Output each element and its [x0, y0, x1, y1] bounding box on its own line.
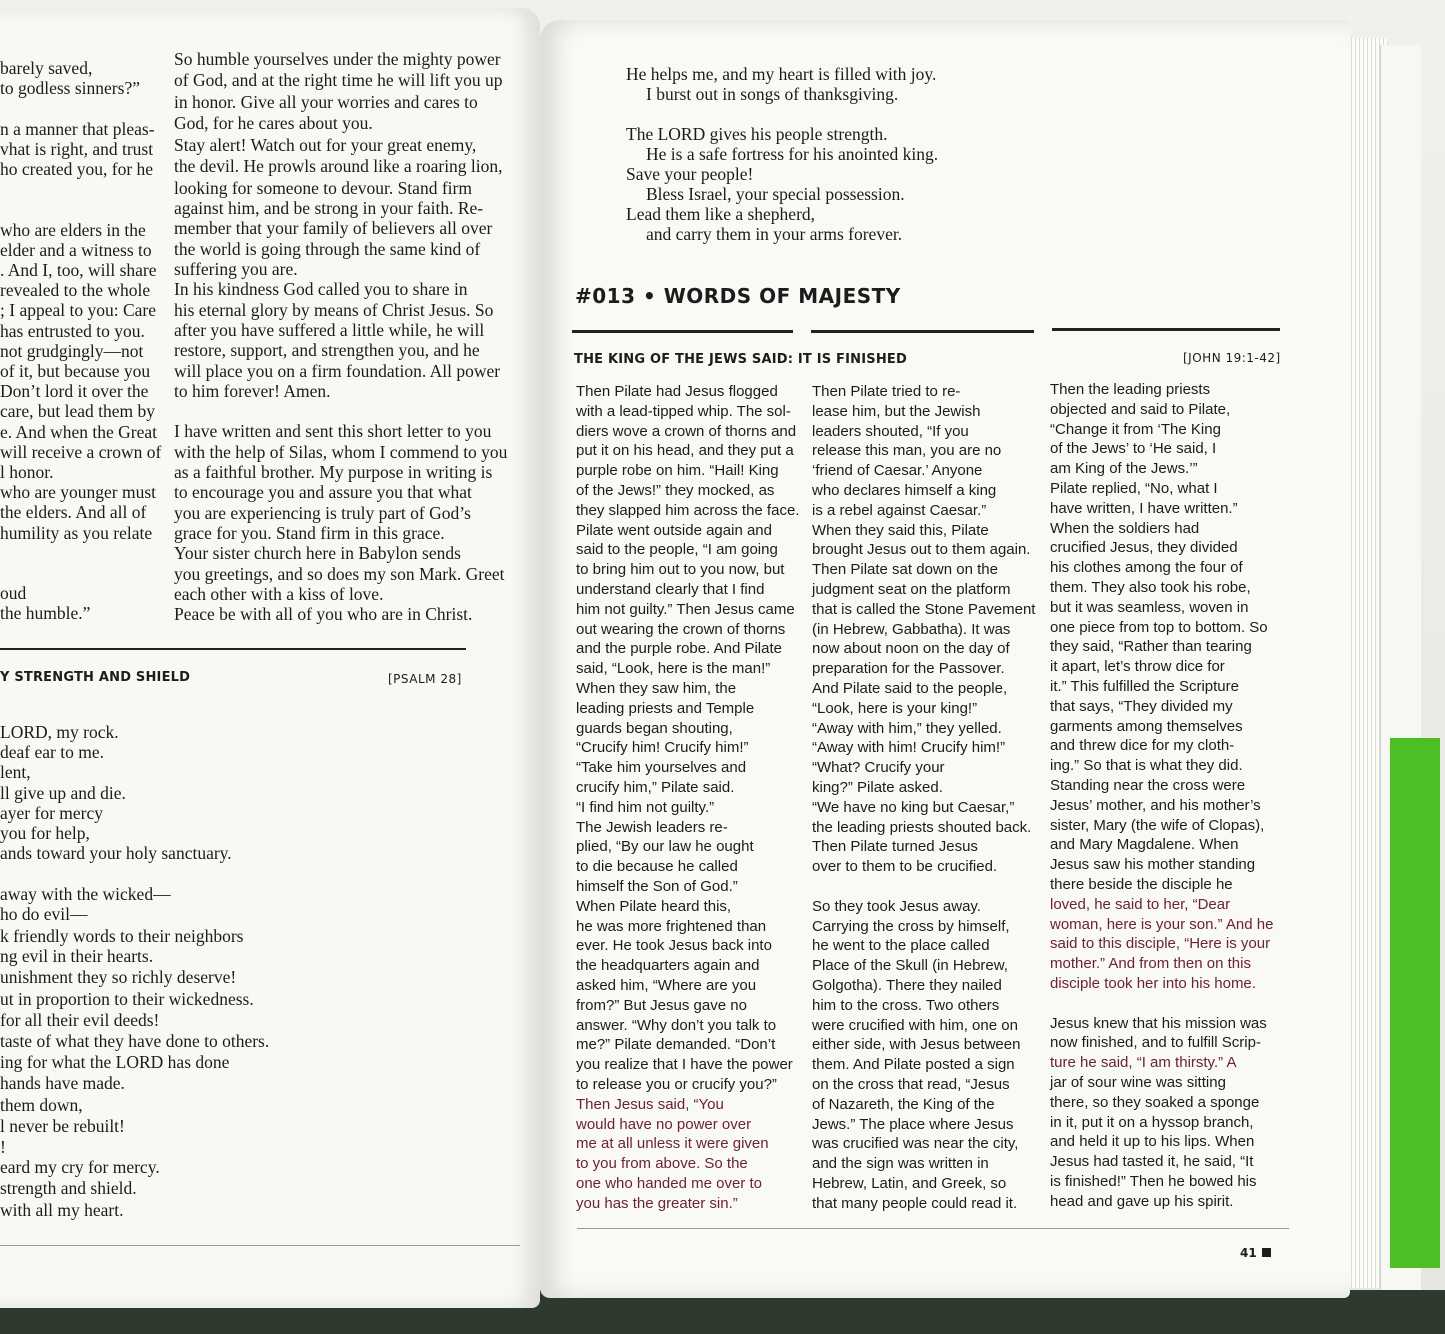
- text-line: and held it up to his lips. When: [1050, 1133, 1255, 1151]
- text-line: Don’t lord it over the: [0, 381, 149, 402]
- text-line: Place of the Skull (in Hebrew,: [812, 957, 1008, 975]
- text-line: He helps me, and my heart is filled with joy.: [626, 64, 937, 84]
- text-line: would have no power over: [576, 1115, 752, 1133]
- text-line: is finished!” Then he bowed his: [1050, 1173, 1257, 1190]
- psalm-rule: [0, 648, 466, 650]
- text-line: said to this disciple, “Here is your: [1050, 935, 1271, 953]
- text-line: to you from above. So the: [576, 1155, 748, 1173]
- text-line: disciple took her into his home.: [1050, 975, 1256, 992]
- page-number: [1240, 1246, 1271, 1260]
- text-line: you has the greater sin.”: [576, 1194, 738, 1212]
- text-line: “I find him not guilty.”: [576, 798, 715, 816]
- text-line: n a manner that pleas-: [0, 118, 155, 139]
- text-line: Jesus knew that his mission was: [1050, 1014, 1267, 1032]
- text-line: “What? Crucify your: [812, 759, 945, 777]
- reading-subheading: THE KING OF THE JEWS SAID: IT IS FINISHED: [574, 352, 907, 367]
- text-line: has entrusted to you.: [0, 320, 145, 341]
- text-line: God, for he cares about you.: [174, 113, 373, 134]
- text-line: Jesus’ mother, and his mother’s: [1050, 796, 1261, 814]
- text-line: him not guilty.” Then Jesus came: [576, 600, 795, 618]
- text-line: Pilate replied, “No, what I: [1050, 480, 1218, 497]
- text-line: humility as you relate: [0, 522, 153, 543]
- text-line: ing for what the LORD has done: [0, 1052, 230, 1073]
- text-line: is a rebel against Caesar.”: [812, 501, 987, 519]
- text-line: that many people could read it.: [812, 1194, 1018, 1212]
- text-line: to bring him out to you now, but: [576, 561, 785, 579]
- text-line: So humble yourselves under the mighty power: [174, 48, 501, 69]
- text-line: who are younger must: [0, 482, 157, 503]
- text-line: sister, Mary (the wife of Clopas),: [1050, 816, 1265, 834]
- text-line: who are elders in the: [0, 219, 146, 240]
- text-line: plied, “By our law he ought: [576, 838, 754, 856]
- text-line: preparation for the Passover.: [812, 660, 1005, 678]
- text-line: that is called the Stone Pavement: [812, 600, 1036, 618]
- text-line: Carrying the cross by himself,: [812, 917, 1010, 935]
- text-line: they slapped him across the face.: [576, 501, 800, 519]
- text-line: “We have no king but Caesar,”: [812, 798, 1015, 816]
- text-line: Then Jesus said, “You: [576, 1095, 724, 1113]
- text-line: brought Jesus out to them again.: [812, 541, 1031, 559]
- text-line: he was more frightened than: [576, 917, 767, 935]
- title-rule-1: [572, 330, 793, 333]
- text-line: asked him, “Where are you: [576, 977, 757, 994]
- text-line: the devil. He prowls around like a roaring lion,: [174, 156, 503, 177]
- text-line: Bless Israel, your special possession.: [646, 184, 905, 204]
- text-line: e. And when the Great: [0, 421, 157, 442]
- text-line: ture he said, “I am thirsty.” A: [1050, 1054, 1237, 1072]
- text-line: release this man, you are no: [812, 442, 1002, 460]
- psalm-reference: [PSALM 28]: [388, 672, 462, 686]
- text-line: “Away with him! Crucify him!”: [812, 739, 1006, 757]
- page-marker-icon: [1262, 1248, 1271, 1257]
- text-line: care, but lead them by: [0, 401, 156, 422]
- left-page: [0, 8, 540, 1308]
- text-line: barely saved,: [0, 58, 93, 78]
- text-line: away with the wicked—: [0, 883, 171, 904]
- text-line: you greetings, and so does my son Mark. Greet: [174, 563, 505, 584]
- text-line: “Away with him,” they yelled.: [812, 719, 1002, 737]
- text-line: ands toward your holy sanctuary.: [0, 843, 232, 864]
- text-line: Save your people!: [626, 164, 754, 184]
- text-line: “Look, here is your king!”: [812, 699, 978, 717]
- text-line: And Pilate said to the people,: [812, 680, 1008, 697]
- text-line: Golgotha). There they nailed: [812, 977, 1002, 994]
- text-line: of Nazareth, the King of the: [812, 1095, 995, 1113]
- text-line: vhat is right, and trust: [0, 138, 154, 159]
- text-line: have written, I have written.”: [1050, 499, 1238, 517]
- cover-green-band: [1390, 738, 1440, 1268]
- text-line: !: [0, 1137, 6, 1157]
- text-line: ing.” So that is what they did.: [1050, 757, 1243, 775]
- text-line: said, “Look, here is the man!”: [576, 660, 771, 678]
- text-line: ng evil in their hearts.: [0, 946, 154, 967]
- text-line: lease him, but the Jewish: [812, 402, 981, 420]
- psalm-heading: Y STRENGTH AND SHIELD: [0, 670, 191, 685]
- text-line: In his kindness God called you to share in: [174, 279, 468, 300]
- text-line: Lead them like a shepherd,: [626, 204, 816, 224]
- text-line: his eternal glory by means of Christ Jesus. So: [174, 299, 494, 320]
- text-line: to release you or crucify you?”: [576, 1076, 777, 1093]
- text-line: was crucified was near the city,: [812, 1135, 1019, 1153]
- text-line: guards began shouting,: [576, 719, 733, 737]
- text-line: against him, and be strong in your faith. Re-: [174, 198, 484, 219]
- text-line: The LORD gives his people strength.: [626, 124, 888, 144]
- text-line: ho created you, for he: [0, 159, 154, 179]
- text-line: When the soldiers had: [1050, 519, 1200, 537]
- text-line: grace for you. Stand firm in this grace.: [174, 522, 445, 543]
- text-line: from?” But Jesus gave no: [576, 996, 747, 1014]
- text-line: “Take him yourselves and: [576, 759, 747, 777]
- text-line: them down,: [0, 1094, 83, 1115]
- text-line: and carry them in your arms forever.: [646, 224, 903, 244]
- text-line: woman, here is your son.” And he: [1050, 915, 1274, 933]
- right-page: [540, 20, 1350, 1298]
- text-line: either side, with Jesus between: [812, 1036, 1021, 1054]
- text-line: ever. He took Jesus back into: [576, 937, 772, 955]
- text-line: after you have suffered a little while, he will: [174, 319, 485, 340]
- text-line: leaders shouted, “If you: [812, 422, 969, 440]
- text-line: judgment seat on the platform: [812, 581, 1011, 598]
- text-line: there, so they soaked a sponge: [1050, 1093, 1260, 1111]
- text-line: (in Hebrew, Gabbatha). It was: [812, 620, 1011, 638]
- text-line: Then Pilate sat down on the: [812, 561, 998, 579]
- text-line: of it, but because you: [0, 361, 151, 381]
- text-line: to encourage you and assure you that what: [174, 482, 472, 503]
- text-line: but it was seamless, woven in: [1050, 598, 1249, 616]
- text-line: me at all unless it were given: [576, 1135, 769, 1153]
- text-line: king?” Pilate asked.: [812, 779, 943, 796]
- text-line: to godless sinners?”: [0, 78, 140, 99]
- text-line: The Jewish leaders re-: [576, 818, 728, 836]
- title-rule-3: [1052, 328, 1280, 331]
- text-line: head and gave up his spirit.: [1050, 1192, 1234, 1210]
- text-line: I burst out in songs of thanksgiving.: [646, 84, 899, 104]
- text-line: the world is going through the same kind of: [174, 238, 481, 259]
- text-line: in honor. Give all your worries and cares to: [174, 91, 478, 112]
- text-line: his clothes among the four of: [1050, 559, 1243, 577]
- text-line: He is a safe fortress for his anointed king.: [646, 144, 939, 164]
- text-line: the elders. And all of: [0, 502, 147, 523]
- text-line: of the Jews’ to ‘He said, I: [1050, 440, 1217, 458]
- text-line: him to the cross. Two others: [812, 996, 1000, 1014]
- text-line: ll give up and die.: [0, 782, 126, 803]
- text-line: oud: [0, 583, 27, 604]
- text-line: . And I, too, will share: [0, 260, 157, 280]
- text-line: deaf ear to me.: [0, 742, 104, 763]
- text-line: LORD, my rock.: [0, 722, 119, 742]
- text-line: said to the people, “I am going: [576, 541, 778, 559]
- text-line: on the cross that read, “Jesus: [812, 1076, 1010, 1093]
- text-line: ‘friend of Caesar.’ Anyone: [812, 462, 983, 480]
- text-line: mother.” And from then on this: [1050, 955, 1251, 973]
- text-line: ho do evil—: [0, 903, 88, 924]
- text-line: am King of the Jews.’”: [1050, 460, 1198, 478]
- text-line: purple robe on him. “Hail! King: [576, 462, 779, 480]
- text-line: out wearing the crown of thorns: [576, 620, 786, 638]
- text-line: the humble.”: [0, 603, 91, 624]
- text-line: over to them to be crucified.: [812, 858, 998, 876]
- text-line: answer. “Why don’t you talk to: [576, 1016, 777, 1034]
- text-line: it apart, let’s throw dice for: [1050, 658, 1225, 676]
- text-line: you are experiencing is truly part of God’s: [174, 502, 471, 523]
- text-line: So they took Jesus away.: [812, 897, 981, 915]
- text-line: will place you on a firm foundation. All power: [174, 360, 501, 381]
- section-title: #013 • WORDS OF MAJESTY: [575, 284, 901, 308]
- text-line: one who handed me over to: [576, 1175, 762, 1192]
- text-line: ; I appeal to you: Care: [0, 300, 156, 321]
- text-line: hands have made.: [0, 1073, 125, 1094]
- text-line: he went to the place called: [812, 937, 990, 955]
- text-line: I have written and sent this short letter to you: [174, 421, 492, 442]
- text-line: Your sister church here in Babylon sends: [174, 543, 461, 564]
- text-line: each other with a kiss of love.: [174, 583, 384, 604]
- text-line: garments among themselves: [1050, 717, 1243, 735]
- text-line: them. And Pilate posted a sign: [812, 1056, 1015, 1074]
- text-line: me?” Pilate demanded. “Don’t: [576, 1036, 776, 1054]
- text-line: of the Jews!” they mocked, as: [576, 482, 775, 499]
- text-line: not grudgingly—not: [0, 340, 144, 361]
- text-line: and threw dice for my cloth-: [1050, 737, 1235, 755]
- text-line: crucify him,” Pilate said.: [576, 779, 735, 796]
- text-line: Pilate went outside again and: [576, 521, 772, 539]
- text-line: and Mary Magdalene. When: [1050, 836, 1239, 854]
- text-line: you for help,: [0, 823, 90, 843]
- text-line: When they said this, Pilate: [812, 521, 989, 539]
- text-line: Jesus had tasted it, he said, “It: [1050, 1153, 1254, 1171]
- text-line: “Crucify him! Crucify him!”: [576, 739, 749, 757]
- text-line: k friendly words to their neighbors: [0, 925, 244, 946]
- text-line: suffering you are.: [174, 259, 298, 279]
- text-line: that says, “They divided my: [1050, 697, 1233, 715]
- text-line: who declares himself a king: [812, 482, 997, 499]
- text-line: Then Pilate turned Jesus: [812, 838, 978, 856]
- text-line: they said, “Rather than tearing: [1050, 638, 1252, 656]
- text-line: with all my heart.: [0, 1199, 124, 1220]
- text-line: l never be rebuilt!: [0, 1115, 125, 1136]
- title-rule-2: [811, 330, 1034, 333]
- text-line: as a faithful brother. My purpose in writing is: [174, 462, 493, 482]
- text-line: now about noon on the day of: [812, 640, 1010, 658]
- text-line: one piece from top to bottom. So: [1050, 618, 1268, 636]
- text-line: Then Pilate had Jesus flogged: [576, 383, 778, 400]
- text-line: the leading priests shouted back.: [812, 818, 1032, 836]
- text-line: Jews.” The place where Jesus: [812, 1115, 1014, 1133]
- text-line: himself the Son of God.”: [576, 878, 738, 895]
- footer-rule: [0, 1245, 520, 1246]
- text-line: leading priests and Temple: [576, 699, 755, 717]
- text-line: it.” This fulfilled the Scripture: [1050, 678, 1239, 695]
- text-line: there beside the disciple he: [1050, 876, 1233, 893]
- text-line: unishment they so richly deserve!: [0, 967, 237, 988]
- reading-reference: [JOHN 19:1-42]: [1183, 351, 1281, 365]
- text-line: When Pilate heard this,: [576, 897, 732, 915]
- text-line: Hebrew, Latin, and Greek, so: [812, 1175, 1007, 1192]
- text-line: ayer for mercy: [0, 802, 103, 823]
- text-line: will receive a crown of: [0, 441, 162, 462]
- text-line: lent,: [0, 762, 31, 783]
- text-line: revealed to the whole: [0, 280, 151, 301]
- text-line: Stay alert! Watch out for your great enemy,: [174, 134, 477, 155]
- text-line: put it on his head, and they put a: [576, 442, 794, 460]
- text-line: were crucified with him, one on: [812, 1016, 1018, 1034]
- text-line: with a lead-tipped whip. The sol-: [576, 402, 791, 420]
- text-line: you realize that I have the power: [576, 1056, 793, 1074]
- text-line: crucified Jesus, they divided: [1050, 539, 1238, 557]
- text-line: jar of sour wine was sitting: [1050, 1074, 1226, 1091]
- text-line: diers wove a crown of thorns and: [576, 422, 797, 440]
- text-line: objected and said to Pilate,: [1050, 400, 1231, 418]
- text-line: loved, he said to her, “Dear: [1050, 895, 1231, 913]
- text-line: of God, and at the right time he will lift you up: [174, 70, 503, 91]
- text-line: to him forever! Amen.: [174, 380, 331, 401]
- text-line: now finished, and to fulfill Scrip-: [1050, 1034, 1261, 1052]
- text-line: taste of what they have done to others.: [0, 1031, 270, 1051]
- text-line: When they saw him, the: [576, 680, 737, 697]
- text-line: in it, put it on a hyssop branch,: [1050, 1113, 1254, 1131]
- text-line: member that your family of believers all over: [174, 218, 493, 239]
- text-line: understand clearly that I find: [576, 581, 765, 598]
- text-line: eard my cry for mercy.: [0, 1157, 160, 1178]
- text-line: Peace be with all of you who are in Christ.: [174, 604, 473, 625]
- text-line: Jesus saw his mother standing: [1050, 856, 1256, 874]
- text-line: restore, support, and strengthen you, and he: [174, 340, 480, 361]
- page-number-text: 41: [1240, 1246, 1257, 1260]
- text-line: looking for someone to devour. Stand firm: [174, 177, 472, 198]
- text-line: to die because he called: [576, 858, 738, 876]
- text-line: strength and shield.: [0, 1178, 137, 1199]
- text-line: Then the leading priests: [1050, 381, 1211, 398]
- footer-rule-right: [577, 1228, 1289, 1229]
- text-line: and the sign was written in: [812, 1155, 989, 1173]
- text-line: Then Pilate tried to re-: [812, 383, 961, 400]
- text-line: them. They also took his robe,: [1050, 579, 1251, 596]
- text-line: Standing near the cross were: [1050, 777, 1246, 794]
- text-line: with the help of Silas, whom I commend to you: [174, 441, 508, 462]
- text-line: for all their evil deeds!: [0, 1009, 160, 1030]
- text-line: elder and a witness to: [0, 239, 152, 260]
- text-line: and the purple robe. And Pilate: [576, 640, 782, 658]
- text-line: the headquarters again and: [576, 957, 760, 975]
- text-line: “Change it from ‘The King: [1050, 420, 1221, 438]
- text-line: ut in proportion to their wickedness.: [0, 988, 254, 1009]
- text-line: l honor.: [0, 462, 54, 482]
